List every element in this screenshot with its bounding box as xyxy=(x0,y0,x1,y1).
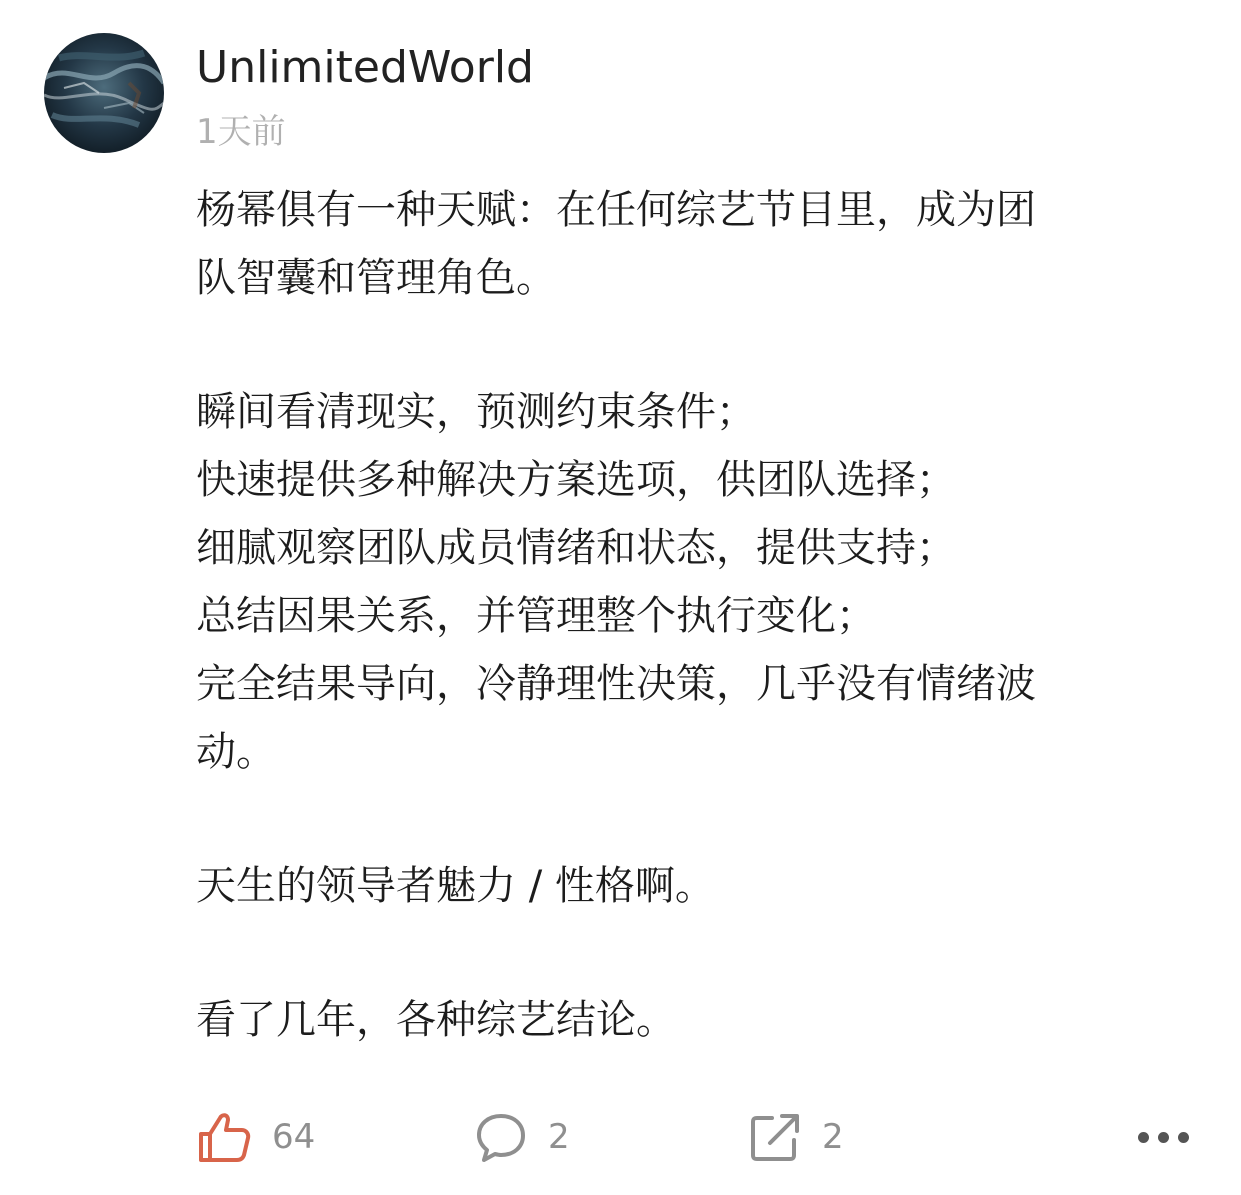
like-button[interactable] xyxy=(196,1102,315,1172)
body-line: 总结因果关系，并管理整个执行变化； xyxy=(196,593,876,639)
more-button[interactable] xyxy=(1138,1102,1198,1172)
comment-body xyxy=(196,176,1166,1054)
body-line: 天生的领导者魅力 / 性格啊。 xyxy=(196,863,715,909)
more-icon xyxy=(1138,1132,1198,1143)
body-line: 瞬间看清现实，预测约束条件； xyxy=(196,389,756,435)
body-line: 杨幂俱有一种天赋：在任何综艺节目里，成为团 xyxy=(196,187,1036,233)
body-line: 快速提供多种解决方案选项，供团队选择； xyxy=(196,457,956,503)
thumbs-up-icon xyxy=(196,1109,252,1165)
comment-count: 2 xyxy=(548,1117,570,1157)
body-line: 看了几年，各种综艺结论。 xyxy=(196,997,676,1043)
paragraph-gap xyxy=(196,920,1166,986)
paragraph-gap xyxy=(196,786,1166,852)
avatar-image xyxy=(44,33,164,153)
speech-bubble-icon xyxy=(474,1110,528,1164)
body-line: 动。 xyxy=(196,729,276,775)
action-bar xyxy=(0,1102,1241,1172)
body-line: 队智囊和管理角色。 xyxy=(196,255,556,301)
username[interactable]: UnlimitedWorld xyxy=(196,42,534,93)
like-count: 64 xyxy=(272,1117,316,1157)
share-count: 2 xyxy=(822,1117,844,1157)
share-icon xyxy=(748,1110,802,1164)
share-button[interactable] xyxy=(748,1102,844,1172)
body-line: 完全结果导向，冷静理性决策，几乎没有情绪波 xyxy=(196,661,1036,707)
body-line: 细腻观察团队成员情绪和状态，提供支持； xyxy=(196,525,956,571)
paragraph-gap xyxy=(196,312,1166,378)
timestamp: 1天前 xyxy=(196,112,286,152)
comment-button[interactable] xyxy=(474,1102,570,1172)
avatar[interactable] xyxy=(44,33,164,153)
